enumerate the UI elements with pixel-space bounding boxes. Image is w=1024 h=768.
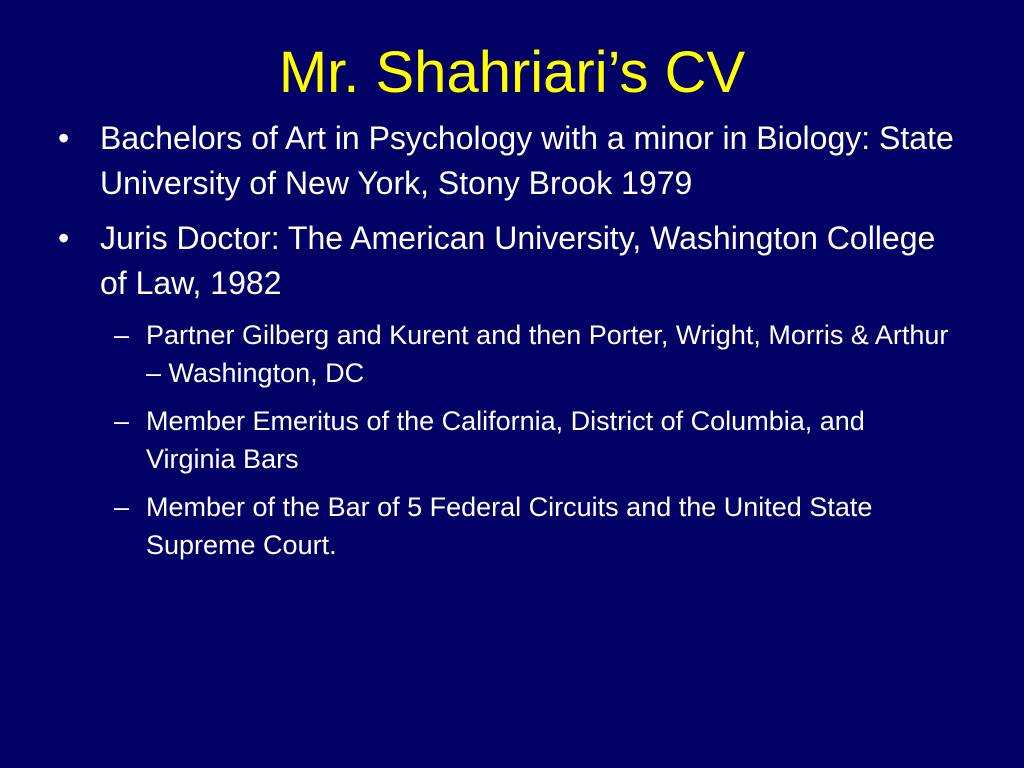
sub-bullet-marker: – xyxy=(114,320,130,350)
sub-bullet-item xyxy=(58,316,958,392)
bullet-text: Bachelors of Art in Psychology with a minor in Biology: State University of New York, Stony Brook 1979 xyxy=(100,120,954,201)
sub-bullet-text: Member Emeritus of the California, District of Columbia, and Virginia Bars xyxy=(146,406,865,474)
bullet-text: Juris Doctor: The American University, Washington College of Law, 1982 xyxy=(100,220,936,301)
bullet-marker: • xyxy=(58,220,70,256)
bullet-marker: • xyxy=(58,120,70,156)
sub-bullet-item xyxy=(58,488,958,564)
slide-content xyxy=(58,116,958,574)
bullet-item xyxy=(58,116,958,206)
bullet-item xyxy=(58,216,958,306)
sub-bullet-marker: – xyxy=(114,406,130,436)
sub-bullet-item xyxy=(58,402,958,478)
sub-bullet-marker: – xyxy=(114,492,130,522)
sub-bullet-text: Member of the Bar of 5 Federal Circuits and the United State Supreme Court. xyxy=(146,492,873,560)
sub-bullet-text: Partner Gilberg and Kurent and then Porter, Wright, Morris & Arthur – Washington, DC xyxy=(146,320,949,388)
slide-title: Mr. Shahriari’s CV xyxy=(278,40,746,105)
